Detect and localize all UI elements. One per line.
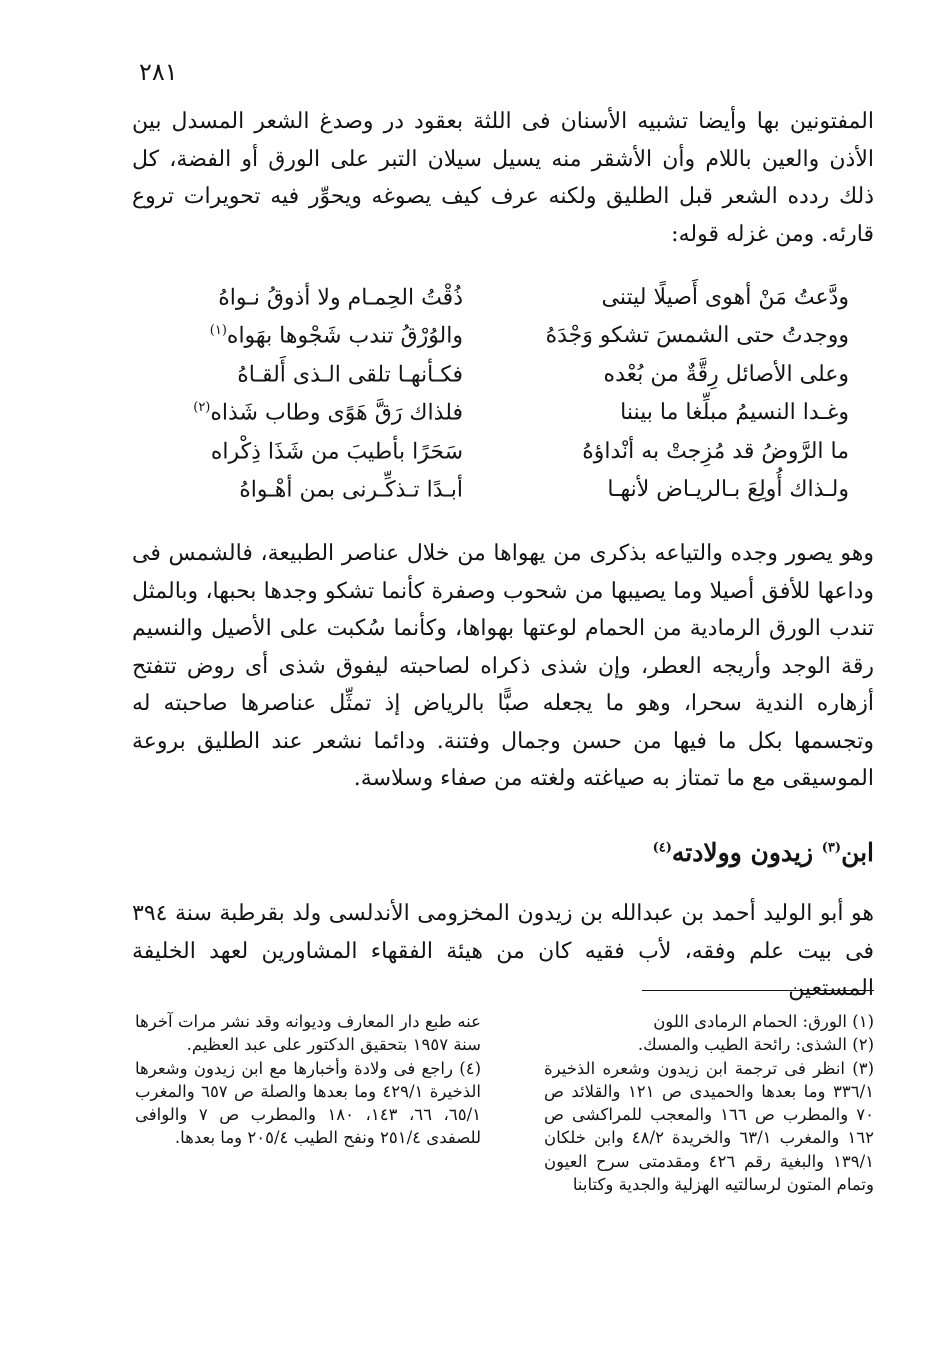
footnote-3-continued: عنه طبع دار المعارف وديوانه وقد نشر مرات آخرها سنة ١٩٥٧ بتحقيق الدكتور على عبد العظيم. <box>135 1012 481 1055</box>
verse-second-text: أبـدًا تـذكِّـرنى بمن أهْـواهُ <box>239 477 463 503</box>
footnote-divider <box>642 990 874 991</box>
verse-second-text: سَحَرًا بأطيبَ من شَذَا ذِكْراه <box>210 438 463 464</box>
paragraph-top: المفتونين بها وأيضا تشبيه الأسنان فى اللثة بعقود در وصدغ الشعر المسدل بين الأذن والعين باللام وأن الأشقر منه يسيل سيلان التبر على الورق أو الفضة، كل ذلك ردده الشعر قبل الطليق ولكنه عرف كيف يصوغه ويحوِّر فيه تحويرات تروع قارئه. ومن غزله قوله: <box>132 109 874 247</box>
verse-first-hemistich: ما الرَّوضُ قد مُزِجتْ به أنْداؤهُ <box>582 438 849 464</box>
footnote-ref: (١) <box>209 323 227 339</box>
verse-second-hemistich <box>133 439 463 464</box>
footnotes-right-column <box>544 1010 874 1196</box>
heading-part-2: زيدون وولادته <box>671 838 822 867</box>
footnote-ref: (٢) <box>193 400 211 416</box>
footnote-4: (٤) راجع فى ولادة وأخبارها مع ابن زيدون وشعرها الذخيرة ٤٢٩/١ وما بعدها والصلة ص ٦٥٧ والمغرب ٦٥/١، ٦٦، ١٤٣، ١٨٠ والمطرب ص ٧ والوافى للصفدى ٢٥١/٤ ونفح الطيب ٢٠٥/٤ وما بعدها. <box>135 1058 481 1148</box>
verse-first-hemistich: ودَّعتُ مَنْ أهوى أَصيلًا ليتنى <box>601 284 849 310</box>
verse-second-hemistich <box>133 323 463 348</box>
verse-second-text: ذُقْتُ الحِمـام ولا أذوقُ نـواهُ <box>218 284 463 310</box>
verse-second-hemistich <box>133 285 463 310</box>
poem-verse <box>133 355 849 394</box>
verse-first-hemistich: ووجدتُ حتى الشمسَ تشكو وَجْدَهُ <box>545 323 849 349</box>
section-heading <box>653 838 874 867</box>
footnote-3: (٣) انظر فى ترجمة ابن زيدون وشعره الذخيرة ٣٣٦/١ وما بعدها والحميدى ص ١٢١ والقلائد ص ٧٠ والمطرب ص ١٦٦ والمعجب للمراكشى ص ١٦٢ والمغرب ٦٣/١ والخريدة ٤٨/٢ وابن خلكان ١٣٩/١ والبغية رقم ٤٢٦ ومقدمتى سرح العيون وتمام المتون لرسالتيه الهزلية والجدية وكتابنا <box>544 1058 875 1195</box>
paragraph-commentary: وهو يصور وجده والتياعه بذكرى من يهواها من خلال عناصر الطبيعة، فالشمس فى وداعها للأفق أصيلا وما يصيبها من شحوب وصفرة كأنما تشكو وجدها بحبها، وبالمثل تندب الورق الرمادية من الحمام لوعتها بهواها، وكأنما سُكبت على الأصيل والنسيم رقة الوجد وأريجه العطر، وإن شذى ذكراه لصاحبته ليفوق شذى أى روض تتفتح أزهاره الندية سحرا، وهو ما يجعله صبًّا بالرياض إذ تمثِّل عناصرها صاحبته له وتجسمها بكل ما فيها من حسن وجمال وفتنة. ودائما نشعر عند الطليق بروعة الموسيقى مع ما تمتاز به صياغته ولغته من صفاء وسلاسة. <box>132 541 874 791</box>
poem-verse <box>133 317 849 356</box>
poem-verse <box>133 394 849 433</box>
verse-first-hemistich: ولـذاك أُولِعَ بـالريـاض لأنهـا <box>607 477 849 503</box>
verse-second-hemistich <box>133 362 463 387</box>
verse-second-hemistich <box>133 400 463 425</box>
poem-verse <box>133 471 849 510</box>
page-number: ٢٨١ <box>139 58 178 86</box>
footnotes-left-column <box>135 1010 481 1150</box>
footnote-2: (٢) الشذى: رائحة الطيب والمسك. <box>637 1035 874 1055</box>
verse-second-text: فلذاك رَقَّ هَوًى وطاب شَذاه <box>210 400 463 426</box>
verse-first-hemistich: وعلى الأصائل رِقَّةٌ من بُعْده <box>603 361 849 387</box>
verse-second-text: والوُرْقُ تندب شَجْوها بهَواه <box>226 323 463 349</box>
poem-verse <box>133 432 849 471</box>
footnote-ref: (٤) <box>652 840 672 856</box>
heading-part-1: ابن <box>841 838 874 867</box>
footnote-1: (١) الورق: الحمام الرمادى اللون <box>653 1012 874 1031</box>
poem-verse <box>133 278 849 317</box>
poem <box>133 278 849 509</box>
verse-first-hemistich: وغـدا النسيمُ مبلِّغا ما بيننا <box>620 400 849 426</box>
verse-second-hemistich <box>133 477 463 502</box>
verse-second-text: فكـأنهـا تلقى الـذى أَلقـاهُ <box>237 361 463 387</box>
footnote-ref: (٣) <box>821 840 842 856</box>
paragraph-bottom: هو أبو الوليد أحمد بن عبدالله بن زيدون المخزومى الأندلسى ولد بقرطبة سنة ٣٩٤ فى بيت علم وفقه، لأب فقيه كان من هيئة الفقهاء المشاورين لعهد الخليفة المستعين <box>132 901 874 1001</box>
